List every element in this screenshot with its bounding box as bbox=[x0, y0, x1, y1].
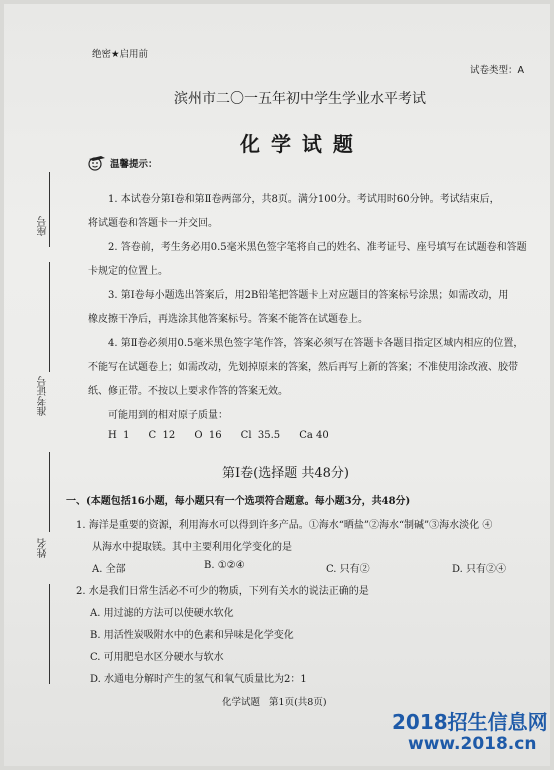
option-c: C. 只有② bbox=[326, 564, 370, 575]
option-d: D. 只有②④ bbox=[452, 564, 507, 575]
tips-heading: 温馨提示： bbox=[110, 159, 158, 170]
atomic-mass-label: 可能用到的相对原子质量： bbox=[108, 410, 228, 421]
name-label: 姓名 bbox=[38, 538, 49, 558]
question-stem: 1. 海洋是重要的资源，利用海水可以得到许多产品。①海水“晒盐”②海水“制碱”③海水淡化 ④ bbox=[76, 520, 493, 531]
tip-line: 3. 第Ⅰ卷每小题选出答案后，用2B铅笔把答题卡上对应题目的答案标号涂黑；如需改动，用 bbox=[108, 290, 509, 301]
question-stem: 2. 水是我们日常生活必不可少的物质，下列有关水的说法正确的是 bbox=[76, 586, 369, 597]
paper-type: 试卷类型：A bbox=[470, 65, 524, 76]
tip-line: 4. 第Ⅱ卷必须用0.5毫米黑色签字笔作答，答案必须写在答题卡各题目指定区域内相应的位置， bbox=[108, 338, 524, 349]
option-a: A. 用过滤的方法可以使硬水软化 bbox=[90, 608, 234, 619]
exam-number-label: 准考证号 bbox=[38, 376, 49, 416]
binding-line bbox=[49, 584, 50, 684]
page-footer: 化学试题 第1页(共8页) bbox=[222, 697, 327, 708]
smiley-icon bbox=[86, 154, 108, 172]
tip-line: 2. 答卷前，考生务必用0.5毫米黑色签字笔将自己的姓名、准考证号、座号填写在试题卷和答题 bbox=[108, 242, 527, 253]
section-instructions: 一、(本题包括16小题，每小题只有一个选项符合题意。每小题3分，共48分) bbox=[66, 496, 411, 507]
exam-title: 滨州市二〇一五年初中学生学业水平考试 bbox=[174, 91, 426, 107]
option-a: A. 全部 bbox=[92, 564, 126, 575]
tip-line: 橡皮擦干净后，再选涂其他答案标号。答案不能答在试题卷上。 bbox=[88, 314, 368, 325]
question-stem: 从海水中提取镁。其中主要利用化学变化的是 bbox=[92, 542, 292, 553]
atomic-mass-values: H 1 C 12 O 16 Cl 35.5 Ca 40 bbox=[108, 430, 329, 441]
subject-title: 化 学 试 题 bbox=[240, 132, 355, 156]
watermark-url: www.2018.cn bbox=[408, 734, 537, 754]
tip-line: 不能写在试题卷上；如需改动，先划掉原来的答案，然后再写上新的答案；不准使用涂改液、胶带 bbox=[88, 362, 518, 373]
option-c: C. 可用肥皂水区分硬水与软水 bbox=[90, 652, 224, 663]
binding-line bbox=[49, 452, 50, 532]
watermark-title: 2018招生信息网 bbox=[392, 710, 548, 734]
tip-line: 纸、修正带。不按以上要求作答的答案无效。 bbox=[88, 386, 288, 397]
exam-paper bbox=[4, 4, 550, 766]
option-b: B. 用活性炭吸附水中的色素和异味是化学变化 bbox=[90, 630, 294, 641]
tip-line: 将试题卷和答题卡一并交回。 bbox=[88, 218, 218, 229]
tip-line: 1. 本试卷分第Ⅰ卷和第Ⅱ卷两部分，共8页。满分100分。考试用时60分钟。考试结束后， bbox=[108, 194, 500, 205]
confidential-mark: 绝密★启用前 bbox=[92, 49, 149, 60]
option-d: D. 水通电分解时产生的氢气和氧气质量比为2：1 bbox=[90, 674, 307, 685]
binding-line bbox=[49, 262, 50, 372]
section-title: 第Ⅰ卷(选择题 共48分) bbox=[222, 466, 349, 481]
tip-line: 卡规定的位置上。 bbox=[88, 266, 168, 277]
option-b: B. ①②④ bbox=[204, 560, 245, 571]
seat-label: 座号 bbox=[38, 216, 49, 236]
